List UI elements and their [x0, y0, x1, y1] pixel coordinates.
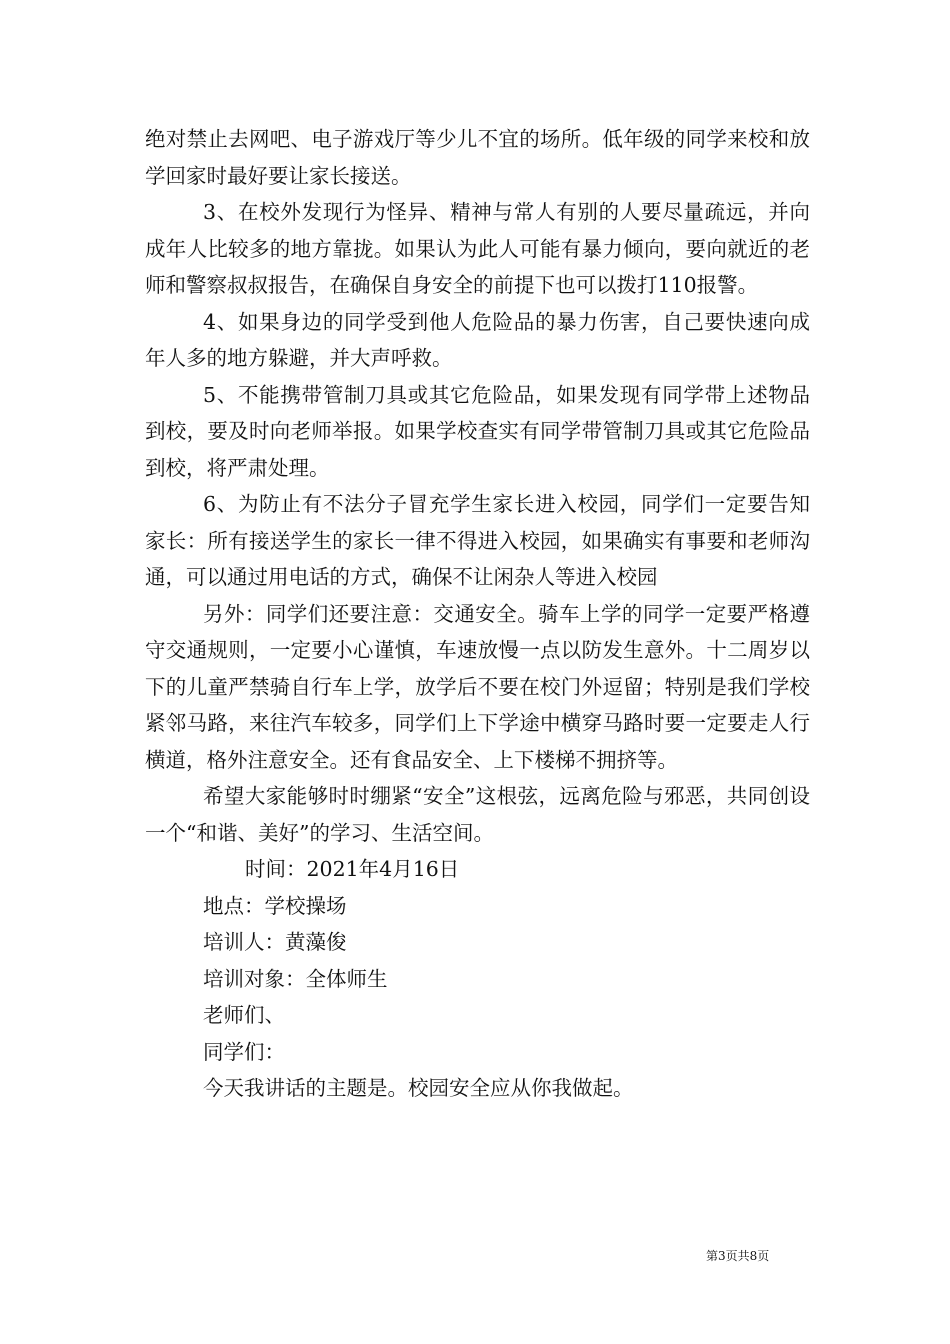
meta-trainer: 培训人：黄藻俊 — [203, 930, 347, 954]
meta-audience: 培训对象：全体师生 — [203, 966, 388, 991]
page-number-footer: 第3页共8页 — [706, 1249, 770, 1263]
meta-date: 时间：2021年4月16日 — [245, 857, 460, 881]
paragraph-item-6: 6、为防止有不法分子冒充学生家长进入校园，同学们一定要告知家长：所有接送学生的家长一律不得进入校园，如果确实有事要和老师沟通，可以通过用电话的方式，确保不让闲杂人等进入校园 — [145, 492, 810, 589]
meta-place: 地点：学校操场 — [203, 893, 347, 918]
paragraph-additional-notes: 另外：同学们还要注意：交通安全。骑车上学的同学一定要严格遵守交通规则，一定要小心谨慎，车速放慢一点以防发生意外。十二周岁以下的儿童严禁骑自行车上学，放学后不要在校门外逗留；特别是我们学校紧邻马路，来往汽车较多，同学们上下学途中横穿马路时要一定要走人行横道，格外注意安全。还有食品安全、上下楼梯不拥挤等。 — [145, 601, 810, 772]
paragraph-item-4: 4、如果身边的同学受到他人危险品的暴力伤害，自己要快速向成年人多的地方躲避，并大声呼救。 — [145, 309, 810, 370]
speech-topic: 今天我讲话的主题是。校园安全应从你我做起。 — [203, 1076, 634, 1100]
paragraph-item-5: 5、不能携带管制刀具或其它危险品，如果发现有同学带上述物品到校，要及时向老师举报。如果学校查实有同学带管制刀具或其它危险品到校，将严肃处理。 — [145, 382, 810, 480]
paragraph-continuation: 绝对禁止去网吧、电子游戏厅等少儿不宜的场所。低年级的同学来校和放学回家时最好要让家长接送。 — [145, 127, 810, 188]
document-body — [145, 121, 810, 1107]
paragraph-closing-wish: 希望大家能够时时绷紧“安全”这根弦，远离危险与邪恶，共同创设一个“和谐、美好”的学习、生活空间。 — [145, 784, 810, 845]
greeting-students: 同学们： — [203, 1039, 285, 1064]
greeting-teachers: 老师们、 — [203, 1003, 285, 1027]
paragraph-item-3: 3、在校外发现行为怪异、精神与常人有别的人要尽量疏远，并向成年人比较多的地方靠拢。如果认为此人可能有暴力倾向，要向就近的老师和警察叔叔报告，在确保自身安全的前提下也可以拨打110报警。 — [145, 200, 810, 297]
